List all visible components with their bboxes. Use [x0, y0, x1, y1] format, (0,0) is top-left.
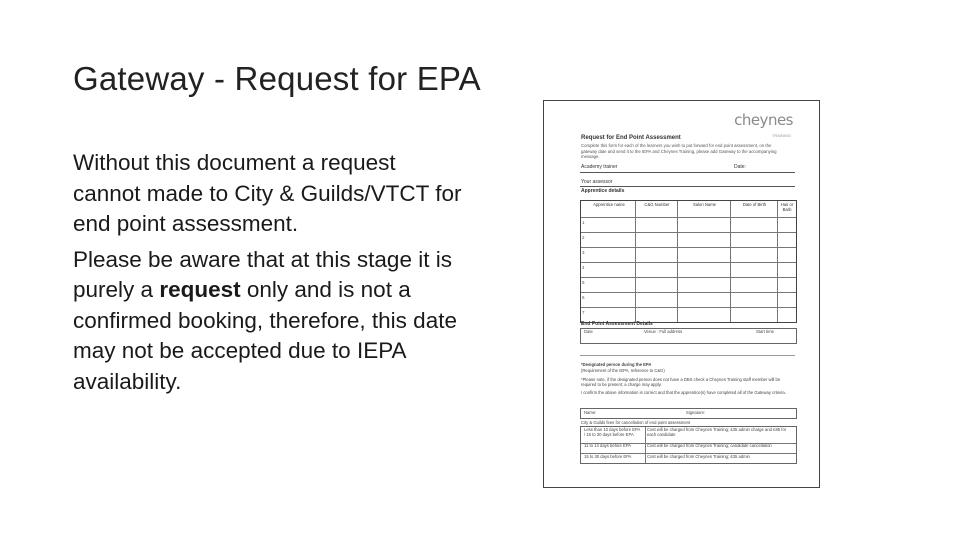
apprentice-table: [580, 200, 797, 323]
designated-person-sub: (Requirement of the IEPA, reference to C&G): [581, 368, 665, 373]
row-number: 5: [582, 280, 585, 285]
table-row: [581, 247, 796, 248]
academy-trainer-line: [580, 172, 795, 173]
epa-date-label: Date: [584, 329, 593, 334]
table-row: [581, 262, 796, 263]
column-header: C&G Number: [644, 202, 670, 207]
cheynes-logo: cheynes: [734, 111, 793, 129]
divider-line: [580, 355, 795, 356]
row-number: 6: [582, 295, 585, 300]
table-column-divider: [645, 427, 646, 463]
your-assessor-label: Your assessor: [581, 179, 613, 185]
apprentice-details-label: Apprentice details: [581, 188, 625, 194]
table-row: [581, 307, 796, 308]
table-row: [581, 277, 796, 278]
form-intro: Complete this form for each of the learners you wish to put forward for end point assessment, on the gateway date and send it to the IEPA and Cheynes Training, please add Gateway to the accompanying message.: [581, 143, 777, 159]
signature-label: Signature:: [686, 410, 706, 415]
name-label: Name:: [584, 410, 597, 415]
row-number: 3: [582, 250, 585, 255]
epa-start-label: Start time: [756, 329, 774, 334]
cancellation-title: City & Guilds fees for cancellation of end point assessment: [581, 420, 691, 425]
cheynes-logo-subtitle: TRAINING: [771, 133, 791, 138]
row-number: 7: [582, 310, 585, 315]
cancel-notice: 15 to 30 days before EPA: [584, 454, 632, 459]
request-emphasis: request: [159, 277, 241, 302]
cancel-notice: 11 to 14 days before EPA: [584, 443, 632, 448]
cancel-fee: Cost will be charged from Cheynes Training; £35 admin: [647, 454, 750, 459]
cancel-fee: Cost will be charged from Cheynes Training; £35 admin charge and £85 for each candidate: [647, 427, 787, 437]
confirm-text: I confirm the above information is correct and that the apprentice(s) have completed all of the Gateway criteria.: [581, 390, 786, 395]
paragraph-document-required: Without this document a request cannot made to City & Guilds/VTCT for end point assessment.: [73, 150, 462, 236]
slide-body: [73, 148, 468, 402]
form-title: Request for End Point Assessment: [581, 135, 681, 141]
slide-title: Gateway - Request for EPA: [73, 60, 481, 97]
column-header: Salon Name: [692, 202, 717, 207]
row-number: 2: [582, 235, 585, 240]
please-note-text: *Please note, if the designated person does not have a DBS check a Cheynes Training staff member will be required to be present; a charge may apply.: [581, 377, 781, 387]
request-form-image: [543, 100, 820, 488]
cancel-fee: Cost will be charged from Cheynes Training; candidate cancellation: [647, 443, 772, 448]
designated-person-label: *Designated person during the EPA: [581, 362, 652, 367]
assessor-line: [580, 186, 795, 187]
academy-trainer-label: Academy trainer: [581, 164, 618, 170]
epa-details-label: End Point Assessment Details: [581, 321, 653, 327]
date-label: Date:: [734, 164, 746, 170]
column-header: Apprentice name: [593, 202, 625, 207]
table-row: [581, 292, 796, 293]
table-row: [581, 232, 796, 233]
epa-venue-label: Venue : Full address: [644, 329, 683, 334]
column-header: Hair or Barb: [780, 202, 794, 212]
paragraph-request-note: Please be aware that at this stage it is purely a request only and is not a confirmed booking, therefore, this date may not be accepted due to IEPA availability.: [73, 246, 457, 394]
row-number: 1: [582, 220, 585, 225]
cancel-notice: Less than 10 days before EPA / 15 to 30 days before EPA: [584, 427, 641, 437]
column-header: Date of Birth: [742, 202, 767, 207]
table-row: [581, 217, 796, 218]
row-number: 4: [582, 265, 585, 270]
